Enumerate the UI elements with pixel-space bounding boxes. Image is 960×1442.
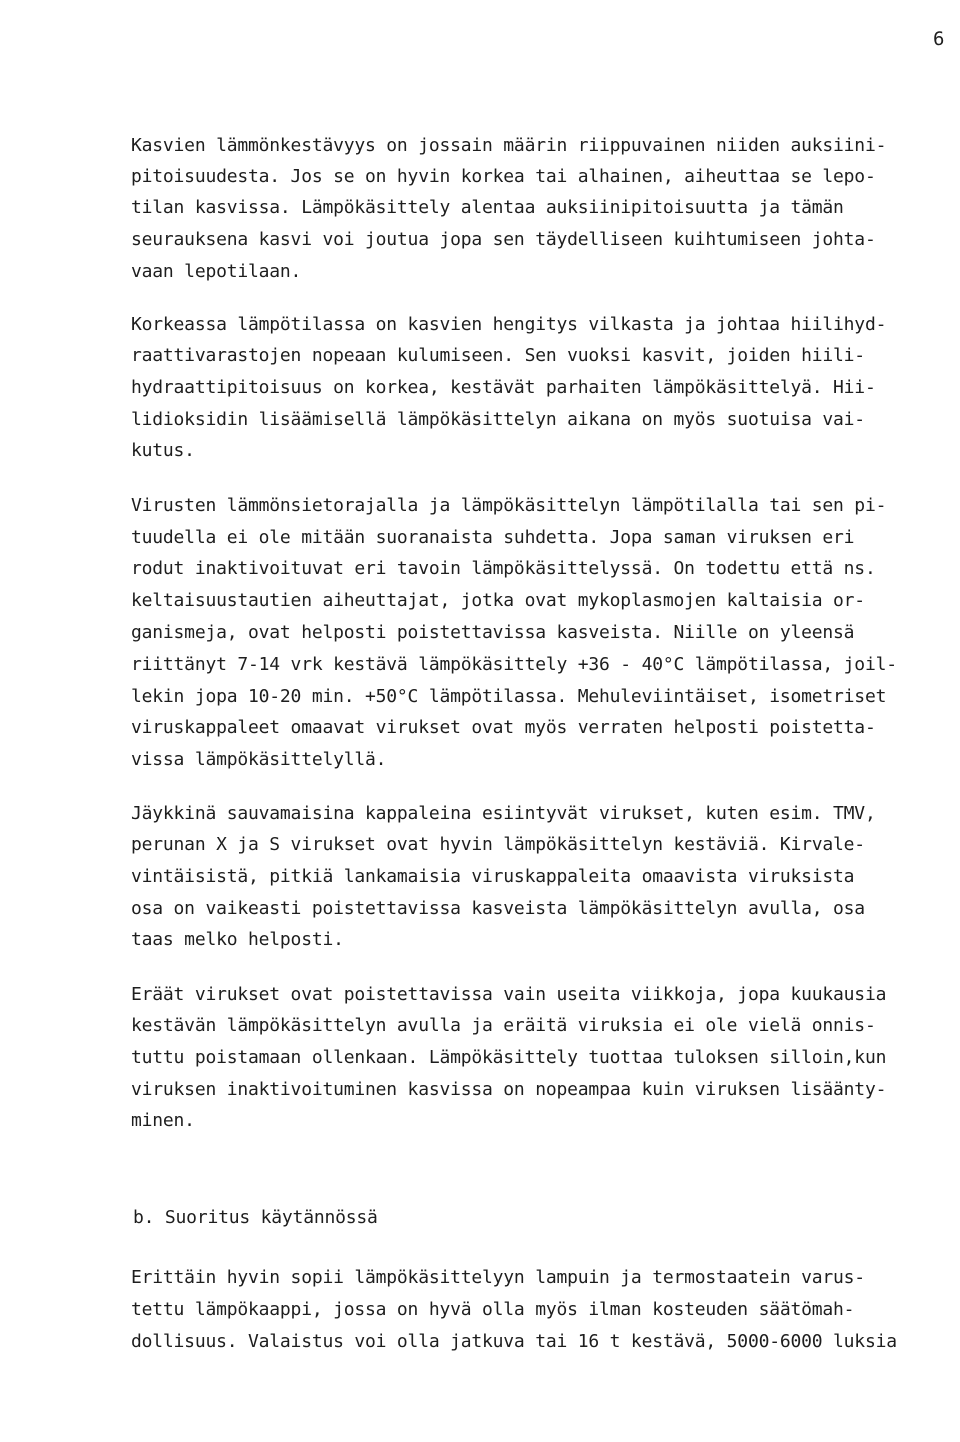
text-line: kutus. xyxy=(131,440,195,461)
text-line: tilan kasvissa. Lämpökäsittely alentaa auksiinipitoisuutta ja tämän xyxy=(131,197,844,218)
text-line: rodut inaktivoituvat eri tavoin lämpökäsittelyssä. On todettu että ns. xyxy=(131,558,876,579)
text-line: Virusten lämmönsietorajalla ja lämpökäsittelyn lämpötilalla tai sen pi- xyxy=(131,495,887,516)
text-line: osa on vaikeasti poistettavissa kasveista lämpökäsittelyn avulla, osa xyxy=(131,898,865,919)
text-line: keltaisuustautien aiheuttajat, jotka ovat mykoplasmojen kaltaisia or- xyxy=(131,590,865,611)
text-line: lidioksidin lisäämisellä lämpökäsittelyn aikana on myös suotuisa vai- xyxy=(131,409,865,430)
text-line: tuttu poistamaan ollenkaan. Lämpökäsittely tuottaa tuloksen silloin,kun xyxy=(131,1047,887,1068)
text-line: tuudella ei ole mitään suoranaista suhdetta. Jopa saman viruksen eri xyxy=(131,527,855,548)
text-line: minen. xyxy=(131,1110,195,1131)
text-line: Erittäin hyvin sopii lämpökäsittelyyn lampuin ja termostaatein varus- xyxy=(131,1267,865,1288)
text-line: Jäykkinä sauvamaisina kappaleina esiintyvät virukset, kuten esim. TMV, xyxy=(131,803,876,824)
text-line: Korkeassa lämpötilassa on kasvien hengitys vilkasta ja johtaa hiilihyd- xyxy=(131,314,887,335)
text-line: pitoisuudesta. Jos se on hyvin korkea tai alhainen, aiheuttaa se lepo- xyxy=(131,166,876,187)
text-line: ganismeja, ovat helposti poistettavissa kasveista. Niille on yleensä xyxy=(131,622,855,643)
text-line: raattivarastojen nopeaan kulumiseen. Sen vuoksi kasvit, joiden hiili- xyxy=(131,345,865,366)
page-number: 6 xyxy=(933,28,945,50)
text-line: viruksen inaktivoituminen kasvissa on nopeampaa kuin viruksen lisäänty- xyxy=(131,1079,887,1100)
text-line: Kasvien lämmönkestävyys on jossain määrin riippuvainen niiden auksiini- xyxy=(131,135,887,156)
section-heading: b. Suoritus käytännössä xyxy=(133,1207,378,1228)
text-line: lekin jopa 10-20 min. +50°C lämpötilassa. Mehuleviintäiset, isometriset xyxy=(131,686,887,707)
text-line: taas melko helposti. xyxy=(131,929,344,950)
text-line: vissa lämpökäsittelyllä. xyxy=(131,749,387,770)
text-line: viruskappaleet omaavat virukset ovat myös verraten helposti poistetta- xyxy=(131,717,876,738)
text-line: riittänyt 7-14 vrk kestävä lämpökäsittely +36 - 40°C lämpötilassa, joil- xyxy=(131,654,897,675)
text-line: vintäisistä, pitkiä lankamaisia viruskappaleita omaavista viruksista xyxy=(131,866,855,887)
text-line: perunan X ja S virukset ovat hyvin lämpökäsittelyn kestäviä. Kirvale- xyxy=(131,834,865,855)
text-line: Eräät virukset ovat poistettavissa vain useita viikkoja, jopa kuukausia xyxy=(131,984,887,1005)
text-line: vaan lepotilaan. xyxy=(131,261,302,282)
text-line: dollisuus. Valaistus voi olla jatkuva tai 16 t kestävä, 5000-6000 luksia xyxy=(131,1331,897,1352)
text-line: hydraattipitoisuus on korkea, kestävät parhaiten lämpökäsittelyä. Hii- xyxy=(131,377,876,398)
text-line: seurauksena kasvi voi joutua jopa sen täydelliseen kuihtumiseen johta- xyxy=(131,229,876,250)
text-line: tettu lämpökaappi, jossa on hyvä olla myös ilman kosteuden säätömah- xyxy=(131,1299,855,1320)
text-line: kestävän lämpökäsittelyn avulla ja eräitä viruksia ei ole vielä onnis- xyxy=(131,1015,876,1036)
